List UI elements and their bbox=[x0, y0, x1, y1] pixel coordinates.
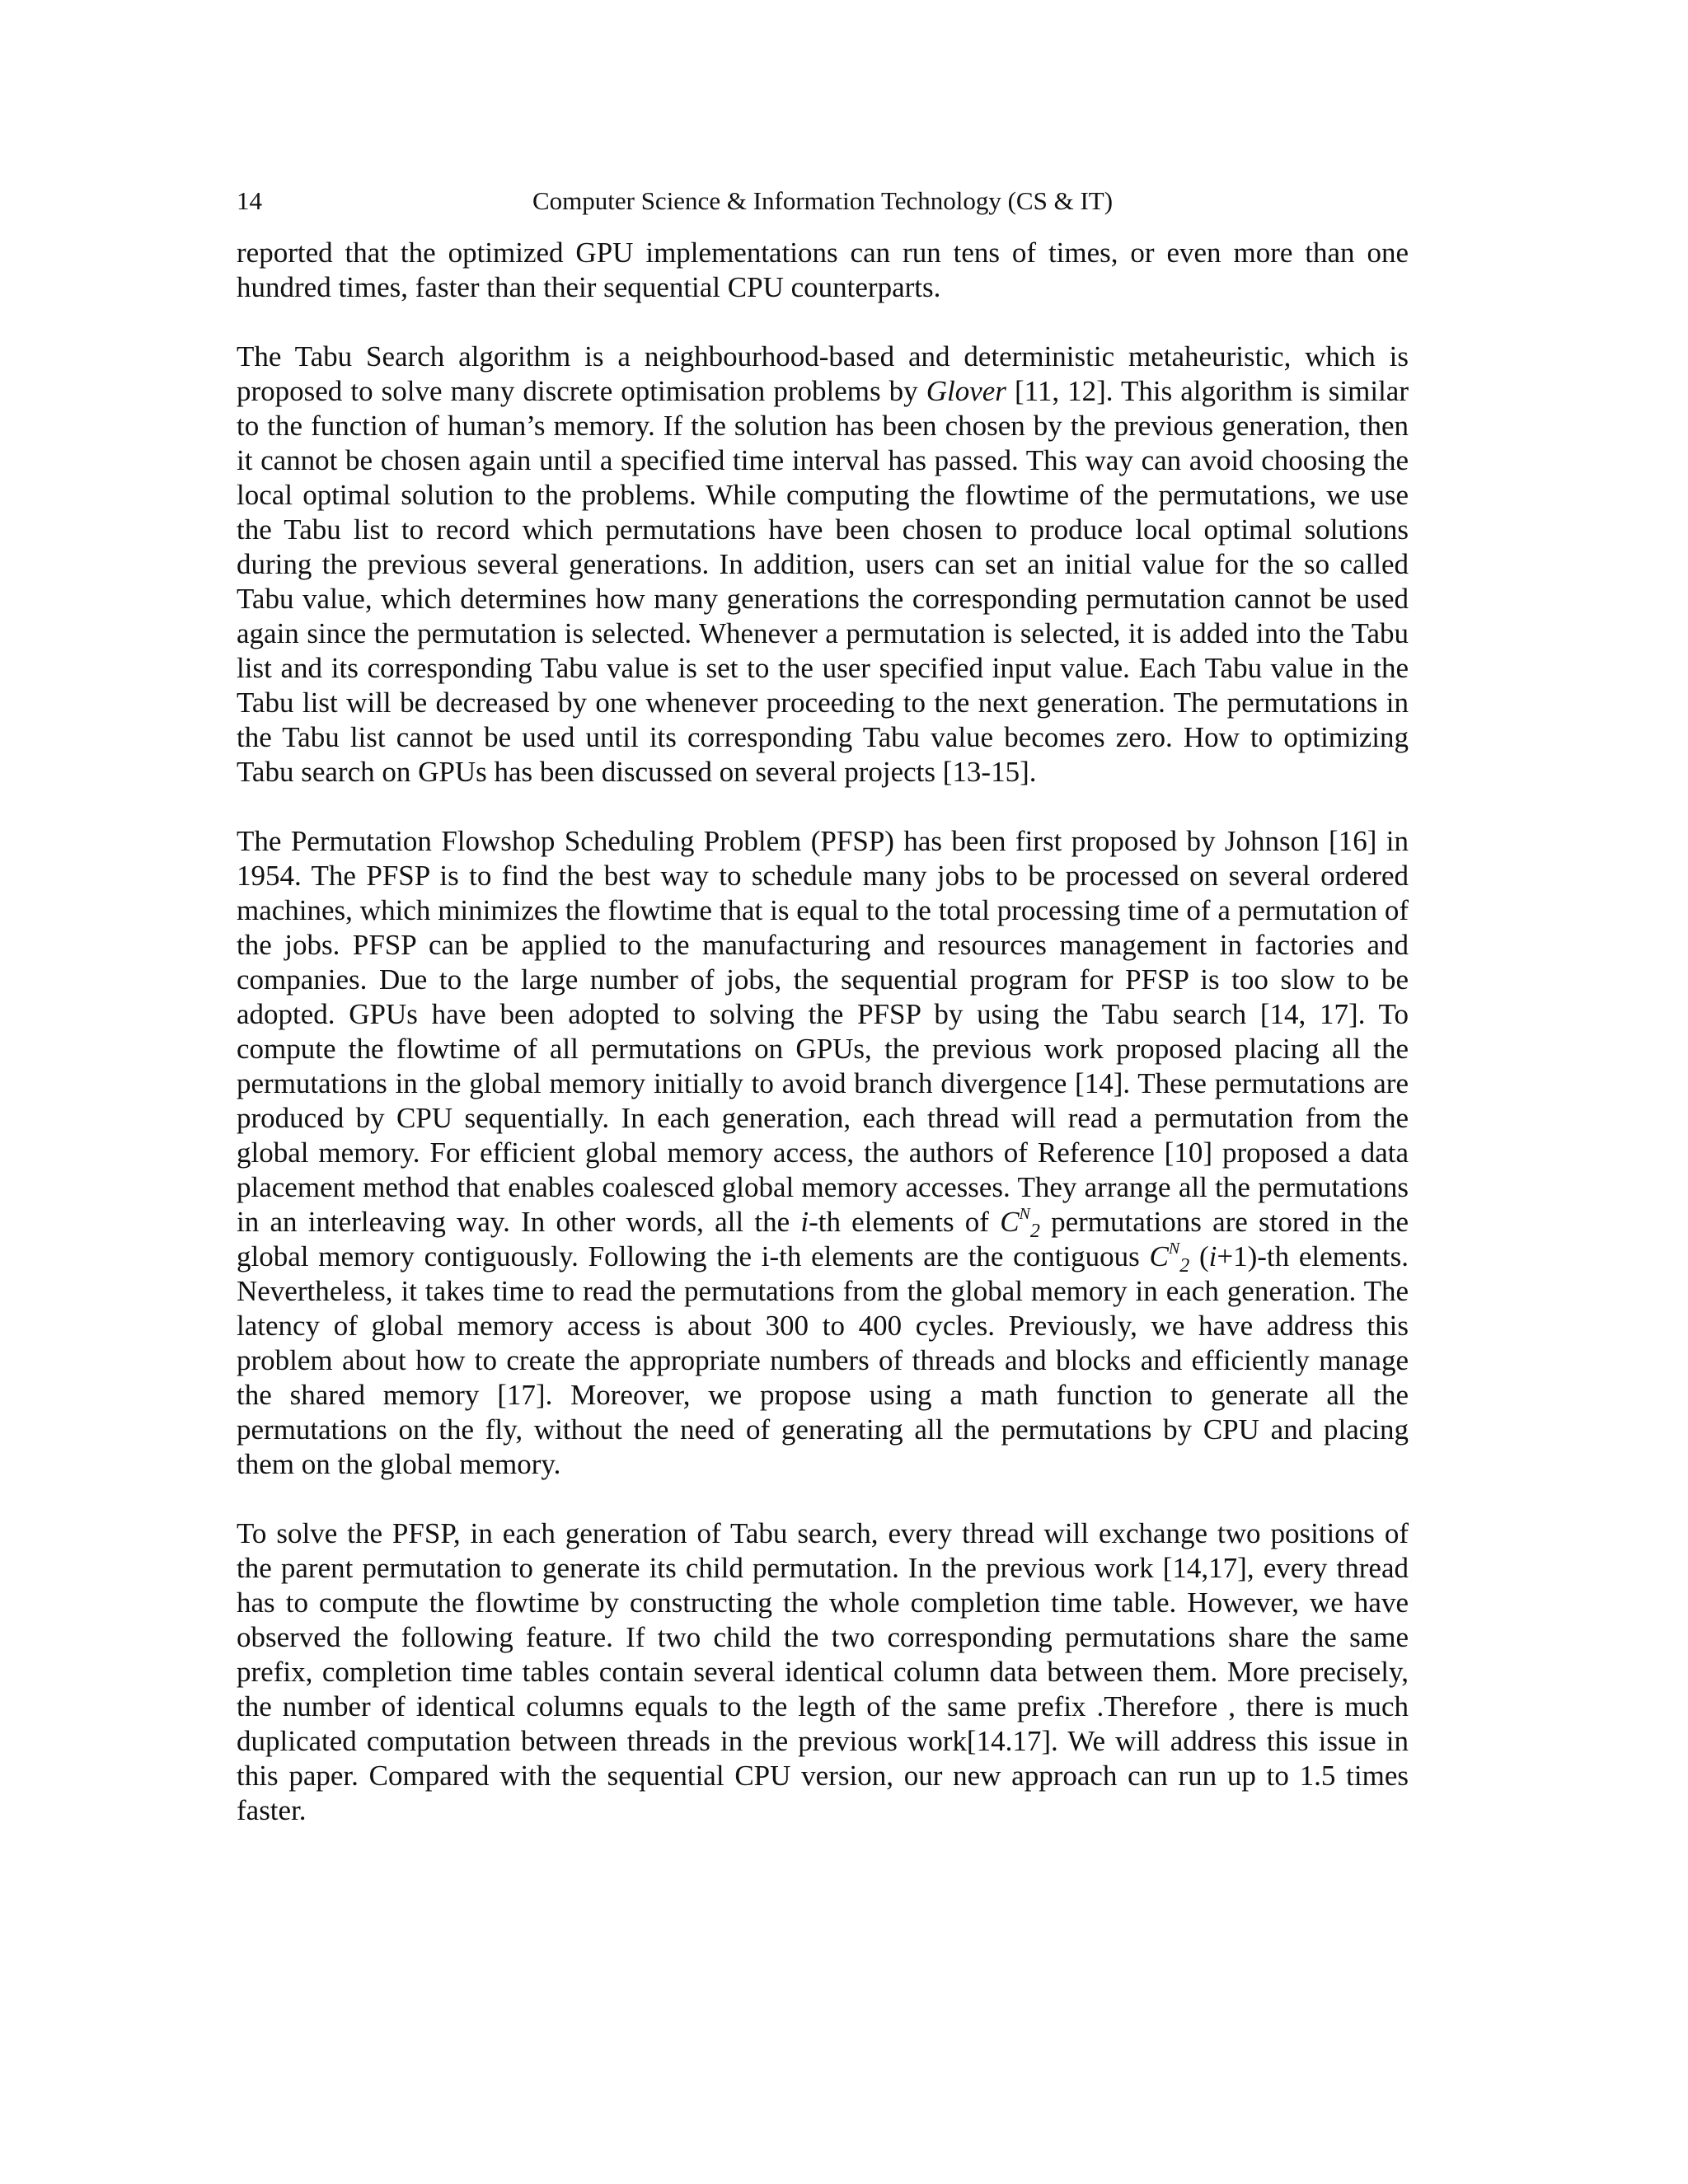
paragraph-tabu-search bbox=[237, 340, 1409, 790]
text-segment: permutations are stored in the global memory contiguously. Following the i-th elements are the contiguous bbox=[237, 1206, 1409, 1272]
running-title: Computer Science & Information Technology (CS & IT) bbox=[532, 186, 1114, 215]
paragraph-text: To solve the PFSP, in each generation of Tabu search, every thread will exchange two positions of the parent permutation to generate its child permutation. In the previous work [14,17], every thread has to compute the flowtime by constructing the whole completion time table. However, we have observed the following feature. If two child the two corresponding permutations share the same prefix, completion time tables contain several identical column data between them. More precisely, the number of identical columns equals to the legth of the same prefix .Therefore , there is much duplicated computation between threads in the previous work[14.17]. We will address this issue in this paper. Compared with the sequential CPU version, our new approach can run up to 1.5 times faster. bbox=[237, 1517, 1409, 1826]
symbol-subscript-2: 2 bbox=[1179, 1255, 1190, 1277]
paragraph-pfsp bbox=[237, 824, 1409, 1482]
combination-symbol bbox=[1149, 1240, 1190, 1277]
paragraph-gpu-speedup bbox=[237, 236, 1409, 305]
symbol-c: C bbox=[1000, 1206, 1020, 1238]
combination-symbol bbox=[1000, 1205, 1040, 1242]
text-segment: The Permutation Flowshop Scheduling Problem (PFSP) has been first proposed by Johnson [16] in 1954. The PFSP is to find the best way to schedule many jobs to be processed on several ordered machines, which minimizes the flowtime that is equal to the total processing time of a permutation of the jobs. PFSP can be applied to the manufacturing and resources management in factories and companies. Due to the large number of jobs, the sequential program for PFSP is too slow to be adopted. GPUs have been adopted to solving the PFSP by using the Tabu search [14, 17]. To compute the flowtime of all permutations on GPUs, the previous work proposed placing all the permutations in the global memory initially to avoid branch divergence [14]. These permutations are produced by CPU sequentially. In each generation, each thread will read a permutation from the global memory. For efficient global memory access, the authors of Reference [10] proposed a data placement method that enables coalesced global memory accesses. They arrange all the permutations in an interleaving way. In other words, all the bbox=[237, 825, 1409, 1238]
symbol-c: C bbox=[1149, 1240, 1169, 1272]
page-header bbox=[237, 183, 1409, 219]
symbol-subscript-2: 2 bbox=[1029, 1221, 1040, 1242]
text-segment: -th elements of bbox=[809, 1206, 1001, 1238]
text-segment: +1)-th elements. Nevertheless, it takes time to read the permutations from the global memory in each generation. The latency of global memory access is about 300 to 400 cycles. Previously, we have address this problem about how to create the appropriate numbers of threads and blocks and efficiently manage the shared memory [17]. Moreover, we propose using a math function to generate all the permutations on the fly, without the need of generating all the permutations by CPU and placing them on the global memory. bbox=[237, 1240, 1409, 1480]
text-segment: The Tabu Search algorithm is a neighbourhood-based and deterministic metaheuristic, which is proposed to solve many discrete optimisation problems by bbox=[237, 340, 1409, 407]
symbol-superscript-n: N bbox=[1168, 1240, 1180, 1258]
index-variable: i bbox=[1208, 1240, 1217, 1272]
text-segment: ( bbox=[1189, 1240, 1209, 1272]
index-variable: i bbox=[800, 1206, 809, 1238]
body-text bbox=[237, 236, 1409, 1828]
symbol-superscript-n: N bbox=[1019, 1205, 1030, 1223]
text-segment: [11, 12]. This algorithm is similar to the function of human’s memory. If the solution has been chosen by the previous generation, then it cannot be chosen again until a specified time interval has passed. This way can avoid choosing the local optimal solution to the problems. While computing the flowtime of the permutations, we use the Tabu list to record which permutations have been chosen to produce local optimal solutions during the previous several generations. In addition, users can set an initial value for the so called Tabu value, which determines how many generations the corresponding permutation cannot be used again since the permutation is selected. Whenever a permutation is selected, it is added into the Tabu list and its corresponding Tabu value is set to the user specified input value. Each Tabu value in the Tabu list will be decreased by one whenever proceeding to the next generation. The permutations in the Tabu list cannot be used until its corresponding Tabu value becomes zero. How to optimizing Tabu search on GPUs has been discussed on several projects [13-15]. bbox=[237, 375, 1409, 788]
page-number: 14 bbox=[237, 186, 262, 215]
author-name-italic: Glover bbox=[926, 375, 1006, 407]
paragraph-text: reported that the optimized GPU implementations can run tens of times, or even more than one hundred times, faster than their sequential CPU counterparts. bbox=[237, 237, 1409, 303]
paragraph-approach bbox=[237, 1516, 1409, 1828]
